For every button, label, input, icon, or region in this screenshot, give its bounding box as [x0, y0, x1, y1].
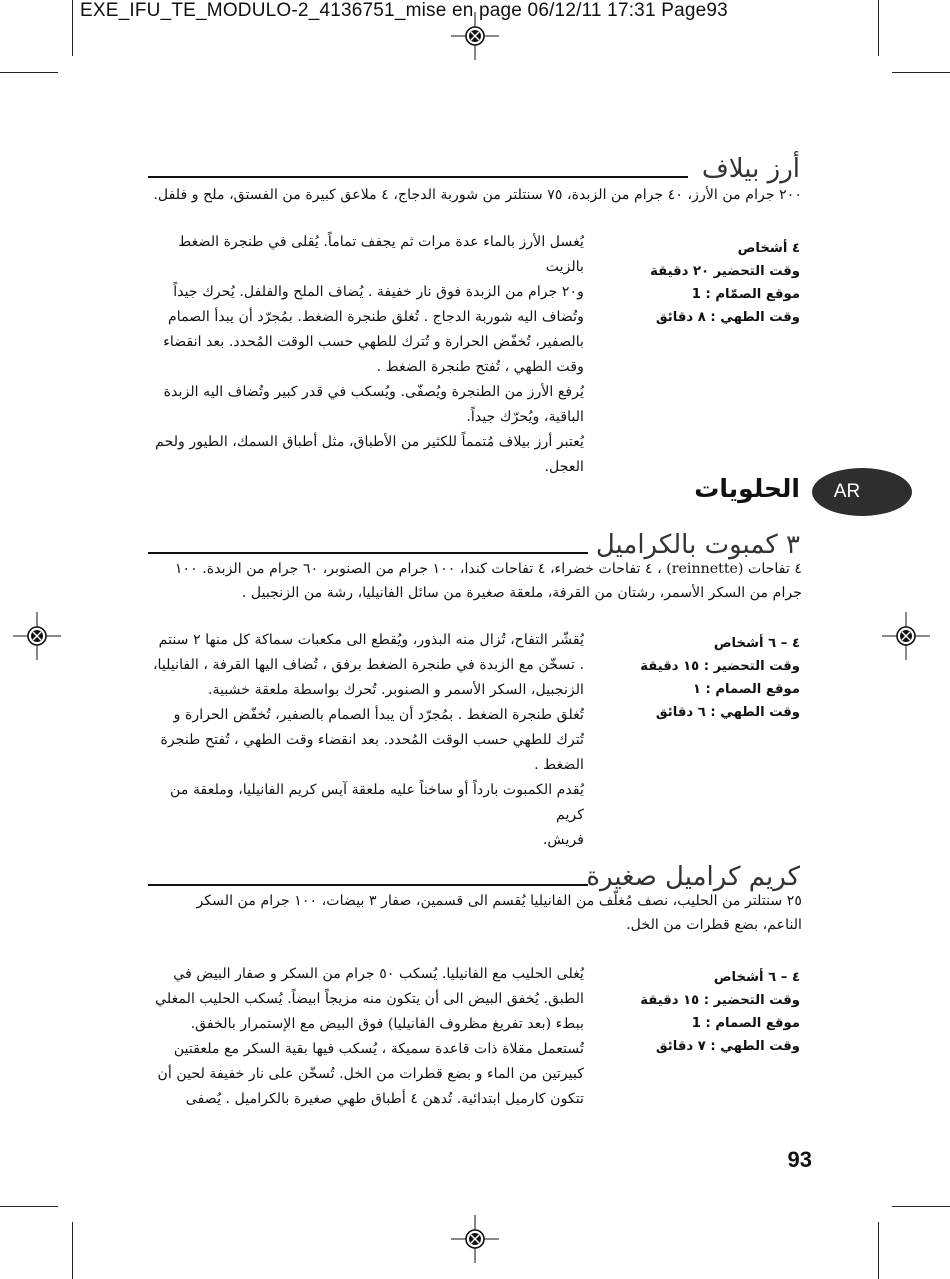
prep-time: وقت التحضير : ١٥ دقيقة	[640, 993, 800, 1008]
step-line: الضغط .	[534, 757, 584, 773]
step-line: الطبق. يُخفق البيض الى أن يتكون منه مزيجاً ابيضاً. يُسكب الحليب المغلي	[155, 991, 584, 1007]
ingredients-line: ٤ تفاحات (reinnette) ، ٤ تفاحات خضراء، ٤ تفاحات كندا، ١٠٠ جرام من الصنوبر، ٦٠ جرام من الزبدة. ١٠٠	[174, 561, 802, 577]
ingredients-line: ٢٠٠ جرام من الأرز، ٤٠ جرام من الزبدة، ٧٥ سنتلتر من شوربة الدجاج، ٤ ملاعق كبيرة من الفستق، ملح و فلفل.	[153, 187, 802, 203]
step-line: العجل.	[544, 459, 584, 475]
recipe-2-steps	[144, 628, 584, 853]
recipe-1-heading	[148, 140, 800, 184]
valve-position: موقع الصمام : ١	[692, 682, 800, 697]
step-line: وتُضاف اليه شوربة الدجاج . تُغلق طنجرة الضغط. بمُجرّد أن يبدأ الصمام	[167, 309, 584, 325]
recipe-3-heading	[148, 848, 800, 892]
step-line: فريش.	[542, 832, 584, 848]
valve-position: موقع الصمّام : 1	[691, 287, 800, 302]
step-line: تتكون كارميل ابتدائية. تُدهن ٤ أطباق طهي صغيرة بالكراميل . يُصفى	[185, 1091, 584, 1107]
step-line: كبيرتين من الماء و بضع قطرات من الخل. تُسخّن على نار خفيفة لحين أن	[157, 1066, 584, 1082]
step-line: يُقشّر التفاح، تُزال منه البذور، ويُقطع الى مكعبات سماكة كل منها ٢ سنتم	[158, 632, 584, 648]
recipe-3-steps	[144, 962, 584, 1112]
registration-mark-icon	[13, 612, 61, 660]
heading-rule	[148, 552, 588, 554]
heading-rule	[148, 884, 588, 886]
recipe-2-heading	[148, 516, 800, 560]
category-title: الحلويات	[694, 474, 800, 503]
ingredients-line: ٢٥ سنتلتر من الحليب، نصف مُغلّف من الفانيليا يُقسم الى قسمين، صفار ٣ بيضات، ١٠٠ جرام من السكر	[196, 893, 802, 909]
step-line: الزنجبيل، السكر الأسمر و الصنوبر. تُحرك بواسطة ملعقة خشبية.	[207, 682, 584, 698]
recipe-2-meta	[600, 632, 800, 724]
step-line: تُستعمل مقلاة ذات قاعدة سميكة ، يُسكب فيها بقية السكر مع ملعقتين	[173, 1041, 584, 1057]
step-line: يُقدم الكمبوت بارداً أو ساخناً عليه ملعقة آيس كريم الفانيليا، وملعقة من كريم	[170, 782, 584, 823]
ingredients-line: جرام من السكر الأسمر، رشتان من القرفة، ملعقة صغيرة من سائل الفانيليا، رشة من الزنجبيل .	[241, 585, 802, 601]
registration-mark-icon	[882, 612, 930, 660]
cook-time: وقت الطهي : ٨ دقائق	[655, 310, 800, 325]
servings: ٤ – ٦ أشخاص	[713, 636, 800, 651]
servings: ٤ – ٦ أشخاص	[713, 970, 800, 985]
cook-time: وقت الطهي : ٧ دقائق	[655, 1039, 800, 1054]
recipe-3-ingredients	[144, 889, 802, 937]
prep-time: وقت التحضير ٢٠ دقيقة	[650, 264, 800, 279]
recipe-1-steps	[144, 230, 584, 480]
step-line: يُغلى الحليب مع الفانيليا. يُسكب ٥٠ جرام من السكر و صفار البيض في	[173, 966, 584, 982]
step-line: تُترك للطهي حسب الوقت المُحدد. بعد انقضاء وقت الطهي ، تُفتح طنجرة	[160, 732, 584, 748]
recipe-1-ingredients	[144, 183, 802, 207]
ingredients-line: الناعم، بضع قطرات من الخل.	[626, 917, 802, 933]
step-line: الباقية، ويُحرّك جيداً.	[466, 409, 584, 425]
step-line: تُغلق طنجرة الضغط . بمُجرّد أن يبدأ الصمام بالصفير، تُخفّض الحرارة و	[173, 707, 584, 723]
recipe-1-meta	[600, 237, 800, 329]
print-slug-header: EXE_IFU_TE_MODULO-2_4136751_mise en page 06/12/11 17:31 Page93	[80, 0, 728, 21]
registration-mark-icon	[451, 12, 499, 60]
valve-position: موقع الصمام : 1	[691, 1016, 800, 1031]
step-line: . تسخّن مع الزبدة في طنجرة الضغط برفق ، تُضاف اليها القرفة ، الفانيليا،	[152, 657, 584, 673]
recipe-3-meta	[600, 966, 800, 1058]
recipe-title: أرز بيلاف	[701, 154, 800, 184]
step-line: و٢٠ جرام من الزبدة فوق نار خفيفة . يُضاف الملح والفلفل. يُحرك جيداً	[173, 284, 584, 300]
step-line: يُرفع الأرز من الطنجرة ويُصفّى. ويُسكب في قدر كبير وتُضاف اليه الزبدة	[163, 384, 584, 400]
page-number: 93	[787, 1147, 812, 1172]
language-badge: AR	[812, 468, 912, 516]
step-line: يُعتبر أرز بيلاف مُتمماً للكثير من الأطباق، مثل أطباق السمك، الطيور ولحم	[155, 434, 584, 450]
recipe-2-ingredients	[144, 557, 802, 605]
step-line: وقت الطهي ، تُفتح طنجرة الضغط .	[376, 359, 584, 375]
recipe-title: كريم كراميل صغيرة	[586, 862, 800, 892]
step-line: بالصفير، تُخفّض الحرارة و تُترك للطهي حسب الوقت المُحدد. بعد انقضاء	[163, 334, 584, 350]
servings: ٤ أشخاص	[737, 241, 800, 256]
heading-rule	[148, 176, 688, 178]
cook-time: وقت الطهي : ٦ دقائق	[655, 705, 800, 720]
prep-time: وقت التحضير : ١٥ دقيقة	[640, 659, 800, 674]
registration-mark-icon	[451, 1215, 499, 1263]
step-line: يُغسل الأرز بالماء عدة مرات ثم يجفف تماماً. يُقلى في طنجرة الضغط بالزيت	[178, 234, 584, 275]
recipe-title: ٣ كمبوت بالكراميل	[595, 530, 800, 560]
step-line: ببطء (بعد تفريغ مظروف الفانيليا) فوق البيض مع الإستمرار بالخفق.	[190, 1016, 584, 1032]
